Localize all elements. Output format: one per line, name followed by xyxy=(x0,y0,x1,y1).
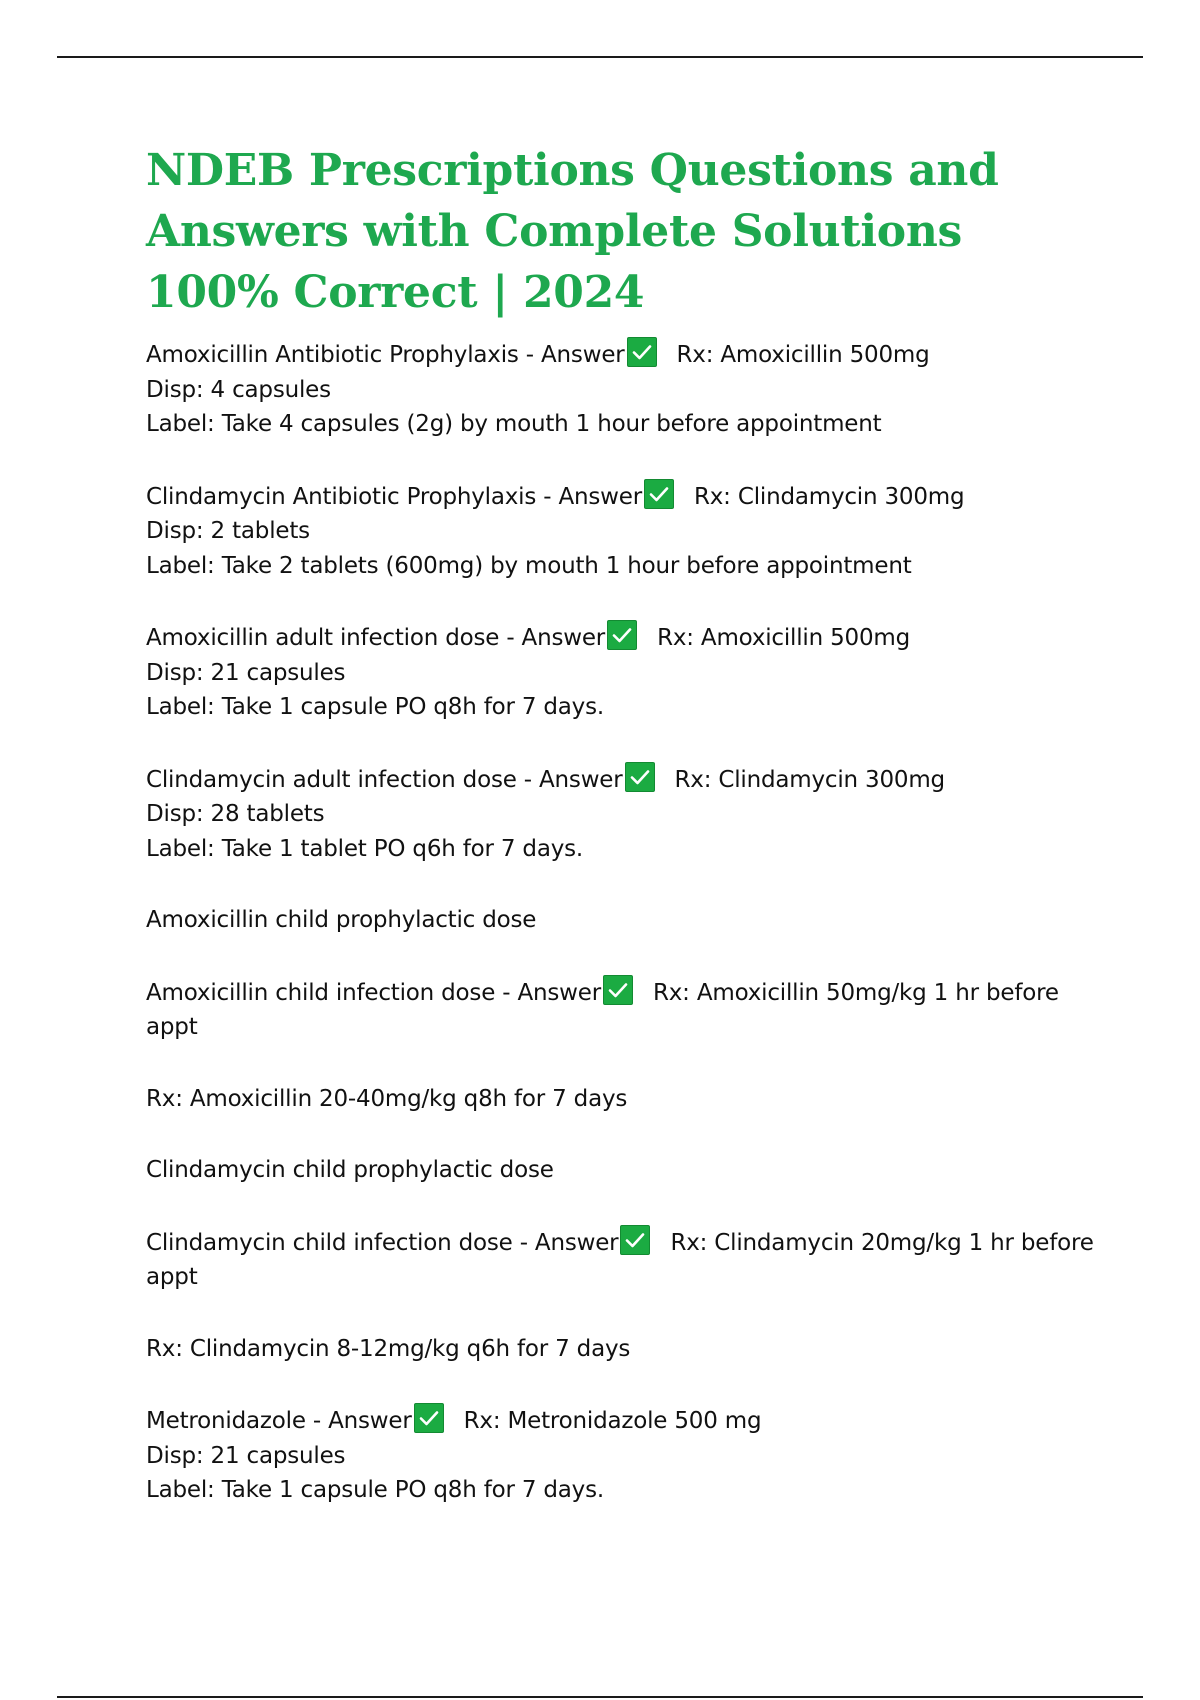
disp-line: Disp: 2 tablets xyxy=(146,518,310,544)
qa-first-line xyxy=(146,762,1106,798)
label-line: Label: Take 2 tablets (600mg) by mouth 1 hour before appointment xyxy=(146,552,912,579)
label-line: Label: Take 1 tablet PO q6h for 7 days. xyxy=(146,835,584,862)
document-body xyxy=(146,140,1106,1545)
qa-first-line xyxy=(146,479,1106,515)
label-line: Label: Take 4 capsules (2g) by mouth 1 hour before appointment xyxy=(146,411,882,437)
document-title: NDEB Prescriptions Questions and Answers with Complete Solutions 100% Correct | 2024 xyxy=(146,145,999,318)
disp-line: Disp: 28 tablets xyxy=(146,801,325,827)
question-text: Rx: Amoxicillin 20-40mg/kg q8h for 7 days xyxy=(146,1085,628,1112)
qa-first-line xyxy=(146,1225,1106,1295)
qa-entry xyxy=(146,903,1106,938)
top-rule xyxy=(57,56,1143,58)
question-text: Rx: Clindamycin 8-12mg/kg q6h for 7 days xyxy=(146,1335,631,1362)
check-icon xyxy=(414,1403,444,1433)
answer-rx-text: Rx: Metronidazole 500 mg xyxy=(463,1408,762,1434)
answer-rx-text: Rx: Amoxicillin 50mg/kg 1 hr before appt xyxy=(146,979,1059,1040)
answer-rx-text: Rx: Clindamycin 300mg xyxy=(693,483,965,510)
qa-entry xyxy=(146,620,1106,725)
qa-entry xyxy=(146,1225,1106,1295)
qa-entry xyxy=(146,1403,1106,1508)
qa-first-line xyxy=(146,1403,1106,1439)
qa-first-line xyxy=(146,1332,1106,1367)
check-icon xyxy=(644,479,674,509)
bottom-rule xyxy=(57,1696,1143,1698)
qa-entry xyxy=(146,479,1106,584)
check-icon xyxy=(620,1225,650,1255)
answer-rx-text: Rx: Amoxicillin 500mg xyxy=(676,342,930,368)
label-line: Label: Take 1 capsule PO q8h for 7 days. xyxy=(146,694,604,720)
question-text: Clindamycin child infection dose - Answer xyxy=(146,1229,619,1256)
qa-first-line xyxy=(146,903,1106,938)
qa-entry xyxy=(146,975,1106,1045)
question-text: Amoxicillin child infection dose - Answer xyxy=(146,979,601,1006)
check-icon xyxy=(607,620,637,650)
answer-rx-text: Rx: Amoxicillin 500mg xyxy=(657,625,911,651)
check-icon xyxy=(625,762,655,792)
disp-line: Disp: 4 capsules xyxy=(146,376,331,403)
question-text: Amoxicillin adult infection dose - Answer xyxy=(146,625,606,651)
qa-entry xyxy=(146,762,1106,867)
question-text: Clindamycin Antibiotic Prophylaxis - Answer xyxy=(146,483,642,510)
answer-rx-text: Rx: Clindamycin 300mg xyxy=(674,766,945,793)
question-text: Amoxicillin child prophylactic dose xyxy=(146,907,537,933)
question-text: Metronidazole - Answer xyxy=(146,1408,412,1434)
question-text: Clindamycin adult infection dose - Answer xyxy=(146,766,623,793)
question-text: Amoxicillin Antibiotic Prophylaxis - Answer xyxy=(146,342,625,368)
qa-first-line xyxy=(146,620,1106,656)
check-icon xyxy=(603,975,633,1005)
qa-first-line xyxy=(146,975,1106,1045)
question-text: Clindamycin child prophylactic dose xyxy=(146,1157,554,1183)
qa-entry xyxy=(146,1082,1106,1117)
disp-line: Disp: 21 capsules xyxy=(146,659,346,686)
qa-entry xyxy=(146,1332,1106,1367)
answer-rx-text: Rx: Clindamycin 20mg/kg 1 hr before appt xyxy=(146,1229,1094,1290)
qa-first-line xyxy=(146,337,1106,373)
check-icon xyxy=(627,337,657,367)
qa-list xyxy=(146,337,1106,1508)
label-line: Label: Take 1 capsule PO q8h for 7 days. xyxy=(146,1477,604,1503)
qa-entry xyxy=(146,1153,1106,1188)
qa-first-line xyxy=(146,1082,1106,1117)
disp-line: Disp: 21 capsules xyxy=(146,1442,346,1469)
qa-entry xyxy=(146,337,1106,442)
qa-first-line xyxy=(146,1153,1106,1188)
